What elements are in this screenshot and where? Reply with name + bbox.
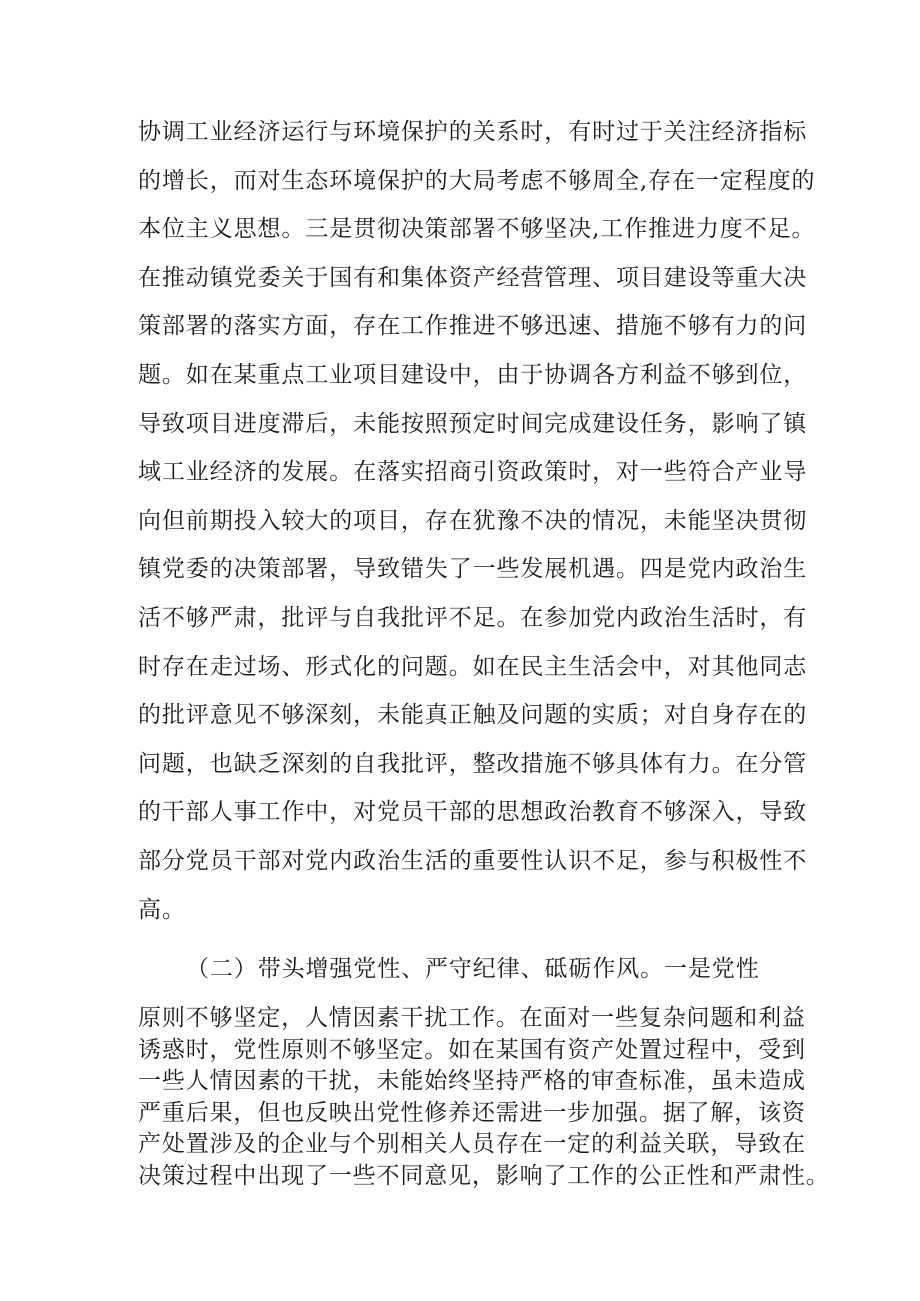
paragraph-line: 活不够严肃，批评与自我批评不足。在参加党内政治生活时，有 — [138, 604, 808, 631]
paragraph-line: 决策过程中出现了一些不同意见，影响了工作的公正性和严肃性。 — [138, 1162, 830, 1189]
paragraph-line: 一些人情因素的干扰，未能始终坚持严格的审查标准，虽未造成 — [138, 1068, 806, 1094]
paragraph-line: 协调工业经济运行与环境保护的关系时，有时过于关注经济指标 — [138, 119, 808, 145]
paragraph-line: 部分党员干部对党内政治生活的重要性认识不足，参与积极性不 — [138, 847, 808, 874]
paragraph-line: 的干部人事工作中，对党员干部的思想政治教育不够深入，导致 — [138, 799, 808, 826]
paragraph-line: 向但前期投入较大的项目，存在犹豫不决的情况，未能坚决贯彻 — [138, 507, 808, 534]
paragraph-line: 严重后果，但也反映出党性修养还需进一步加强。据了解，该资 — [138, 1099, 806, 1126]
paragraph-2 — [138, 1003, 830, 1192]
paragraph-line: 的批评意见不够深刻，未能真正触及问题的实质；对自身存在的 — [138, 702, 808, 729]
paragraph-1 — [138, 108, 816, 934]
paragraph-line: 原则不够坚定，人情因素干扰工作。在面对一些复杂问题和利益 — [138, 1005, 806, 1031]
paragraph-line: 在推动镇党委关于国有和集体资产经营管理、项目建设等重大决 — [138, 264, 808, 291]
paragraph-line: 时存在走过场、形式化的问题。如在民主生活会中，对其他同志 — [138, 653, 808, 680]
paragraph-line: 域工业经济的发展。在落实招商引资政策时，对一些符合产业导 — [138, 459, 808, 486]
paragraph-line: 产处置涉及的企业与个别相关人员存在一定的利益关联，导致在 — [138, 1131, 806, 1157]
paragraph-line: 镇党委的决策部署，导致错失了一些发展机遇。四是党内政治生 — [138, 556, 808, 583]
section-heading: （二）带头增强党性、严守纪律、砥砺作风。一是党性 — [186, 956, 760, 982]
paragraph-line: 的增长，而对生态环境保护的大局考虑不够周全,存在一定程度的 — [138, 167, 816, 194]
paragraph-line: 高。 — [138, 896, 186, 923]
paragraph-line: 导致项目进度滞后，未能按照预定时间完成建设任务，影响了镇 — [138, 410, 808, 437]
paragraph-line: 问题，也缺乏深刻的自我批评，整改措施不够具体有力。在分管 — [138, 750, 808, 777]
paragraph-line: 诱惑时，党性原则不够坚定。如在某国有资产处置过程中，受到 — [138, 1036, 806, 1063]
paragraph-line: 题。如在某重点工业项目建设中，由于协调各方利益不够到位， — [138, 361, 808, 388]
paragraph-line: 策部署的落实方面，存在工作推进不够迅速、措施不够有力的问 — [138, 313, 808, 340]
paragraph-line: 本位主义思想。三是贯彻决策部署不够坚决,工作推进力度不足。 — [138, 216, 816, 243]
